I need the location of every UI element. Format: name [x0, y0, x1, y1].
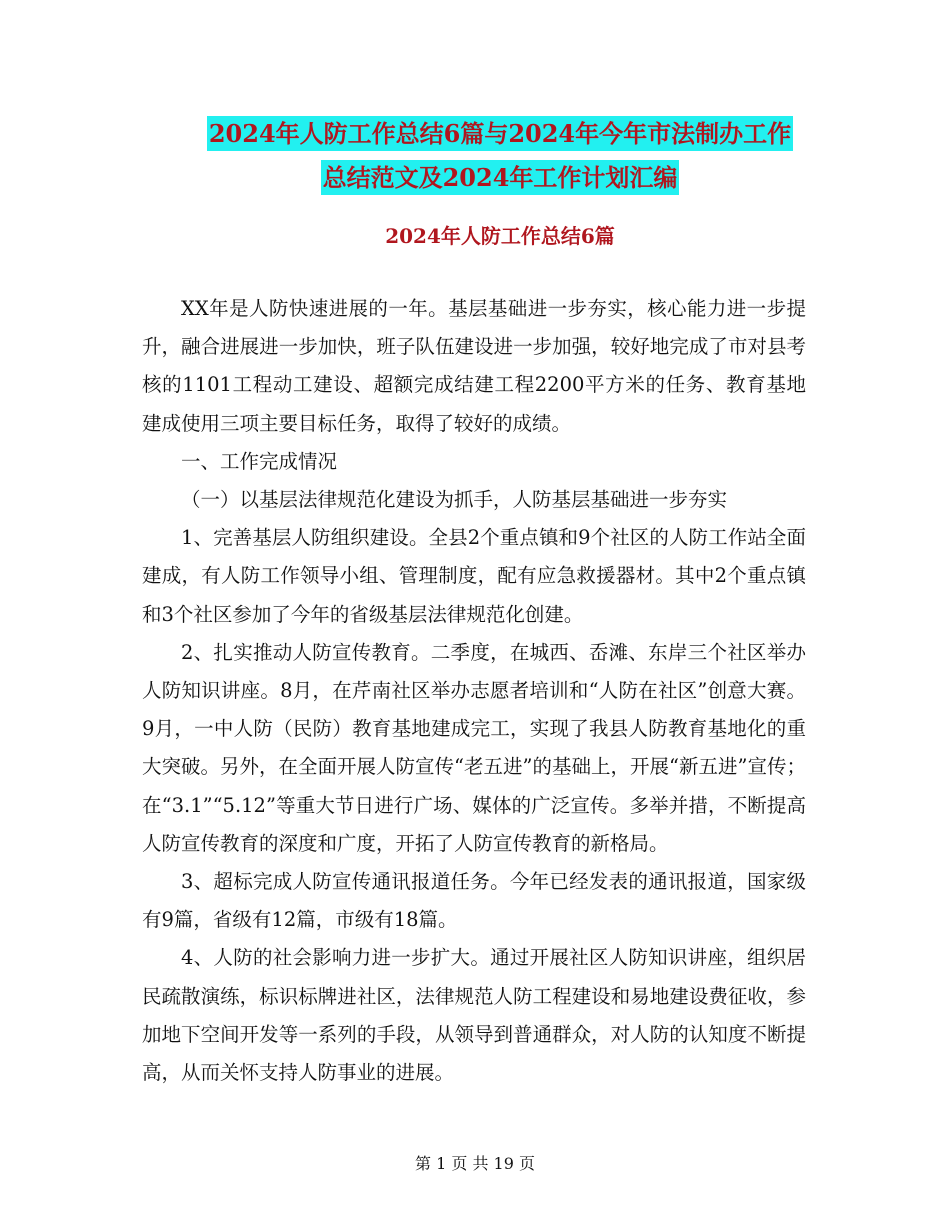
page-footer: 第 1 页 共 19 页: [415, 1154, 535, 1173]
paragraph-item-3: 3、超标完成人防宣传通讯报道任务。今年已经发表的通讯报道，国家级有9篇，省级有12篇，市级有18篇。: [142, 870, 806, 932]
document-title: [140, 112, 860, 200]
subheading-grassroots: （一）以基层法律规范化建设为抓手，人防基层基础进一步夯实: [181, 488, 728, 512]
paragraph-item-2: 2、扎实推动人防宣传教育。二季度，在城西、岙滩、东岸三个社区举办人防知识讲座。8月，在芹南社区举办志愿者培训和“人防在社区”创意大赛。9月，一中人防（民防）教育基地建成完工，实现了我县人防教育基地化的重大突破。另外，在全面开展人防宣传“老五进”的基础上，开展“新五进”宣传；在“3.1”“5.12”等重大节日进行广场、媒体的广泛宣传。多举并措，不断提高人防宣传教育的深度和广度，开拓了人防宣传教育的新格局。: [142, 640, 806, 855]
paragraph-item-1: 1、完善基层人防组织建设。全县2个重点镇和9个社区的人防工作站全面建成，有人防工作领导小组、管理制度，配有应急救援器材。其中2个重点镇和3个社区参加了今年的省级基层法律规范化创建。: [142, 526, 806, 626]
document-title-line-1: 2024年人防工作总结6篇与2024年今年市法制办工作: [207, 116, 793, 151]
heading-work-completion: 一、工作完成情况: [181, 449, 338, 473]
document-title-line-2: 总结范文及2024年工作计划汇编: [321, 160, 680, 195]
document-body: [142, 290, 806, 1092]
paragraph-intro: XX年是人防快速进展的一年。基层基础进一步夯实，核心能力进一步提升，融合进展进一步加快，班子队伍建设进一步加强，较好地完成了市对县考核的1101工程动工建设、超额完成结建工程2200平方米的任务、教育基地建成使用三项主要目标任务，取得了较好的成绩。: [142, 297, 806, 435]
paragraph-item-4: 4、人防的社会影响力进一步扩大。通过开展社区人防知识讲座，组织居民疏散演练，标识标牌进社区，法律规范人防工程建设和易地建设费征收，参加地下空间开发等一系列的手段，从领导到普通群众，对人防的认知度不断提高，从而关怀支持人防事业的进展。: [142, 946, 806, 1085]
section-title: 2024年人防工作总结6篇: [385, 224, 615, 248]
